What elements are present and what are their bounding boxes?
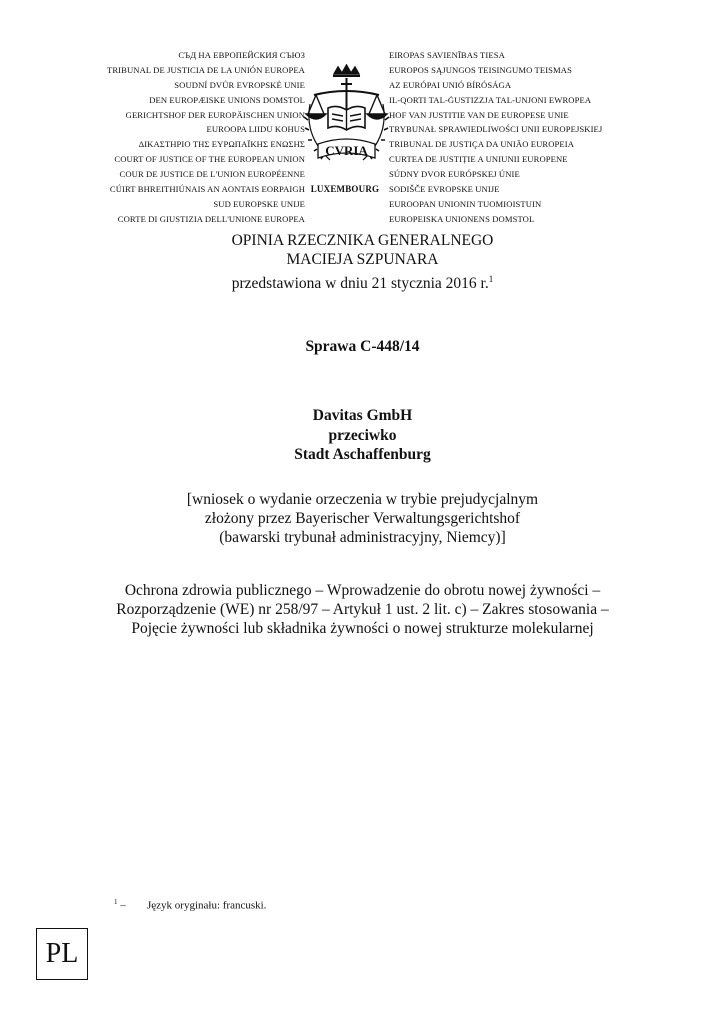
court-name: TRIBUNAL DE JUSTICIA DE LA UNIÓN EUROPEA: [107, 64, 305, 75]
language-code: PL: [45, 938, 79, 969]
applicant: Davitas GmbH: [312, 407, 413, 424]
court-name: ΔΙΚΑΣΤΗΡΙΟ ΤΗΣ ΕΥΡΩΠΑΪΚΗΣ ΕΝΩΣΗΣ: [138, 139, 305, 150]
court-name: AZ EURÓPAI UNIÓ BÍRÓSÁGA: [389, 79, 512, 90]
court-name: CÚIRT BHREITHIÚNAIS AN AONTAIS EORPAIGH: [109, 184, 305, 195]
emblem-text: CVRIA: [325, 143, 368, 158]
footnote-text: Język oryginału: francuski.: [147, 899, 267, 912]
court-name: EUROPOS SĄJUNGOS TEISINGUMO TEISMAS: [389, 64, 572, 75]
footnote-marker: [114, 898, 147, 912]
parties: [0, 406, 725, 465]
case-number-text: Sprawa C-448/14: [305, 338, 420, 355]
keywords-line: Rozporządzenie (WE) nr 258/97 – Artykuł 1 ust. 2 lit. c) – Zakres stosowania –: [116, 600, 609, 618]
court-name: EUROOPA LIIDU KOHUS: [206, 124, 305, 135]
court-name: CURTEA DE JUSTIȚIE A UNIUNII EUROPENE: [389, 154, 568, 165]
opinion-title: [0, 232, 725, 294]
court-name: SUD EUROPSKE UNIJE: [213, 198, 305, 209]
keywords-line: Ochrona zdrowia publicznego – Wprowadzenie do obrotu nowej żywności –: [124, 582, 601, 599]
court-name: CORTE DI GIUSTIZIA DELL'UNIONE EUROPEA: [117, 213, 305, 224]
keywords: [0, 582, 725, 638]
title-date-line: [0, 270, 725, 294]
court-name: COURT OF JUSTICE OF THE EUROPEAN UNION: [114, 154, 305, 165]
defendant: Stadt Aschaffenburg: [294, 446, 431, 463]
court-name: EUROOPAN UNIONIN TUOMIOISTUIN: [389, 198, 542, 209]
footnote-number: 1: [114, 898, 118, 906]
footnote-dash: –: [117, 899, 126, 912]
court-name: SODIŠČE EVROPSKE UNIJE: [389, 184, 500, 195]
court-name: TRYBUNAŁ SPRAWIEDLIWOŚCI UNII EUROPEJSKIEJ: [389, 124, 603, 135]
footnote: [114, 898, 266, 912]
title-line: OPINIA RZECZNIKA GENERALNEGO: [231, 232, 494, 249]
preliminary-ruling-request: [0, 491, 725, 547]
court-city: LUXEMBOURG: [310, 184, 380, 194]
title-line: MACIEJA SZPUNARA: [286, 250, 439, 268]
court-name: EUROPEISKA UNIONENS DOMSTOL: [389, 213, 535, 224]
court-names-left: [70, 48, 305, 227]
language-code-box: [36, 928, 88, 980]
request-line: (bawarski trybunał administracyjny, Niemcy)]: [219, 528, 506, 546]
court-name: SÚDNY DVOR EURÓPSKEJ ÚNIE: [389, 169, 520, 180]
request-line: [wniosek o wydanie orzeczenia w trybie prejudycjalnym: [186, 491, 539, 508]
case-number: [0, 338, 725, 357]
curia-emblem-icon: [300, 64, 393, 180]
footnote-reference[interactable]: 1: [488, 273, 494, 284]
court-name: EIROPAS SAVIENĪBAS TIESA: [389, 50, 505, 60]
title-date: przedstawiona w dniu 21 stycznia 2016 r.: [231, 274, 489, 292]
court-name: HOF VAN JUSTITIE VAN DE EUROPESE UNIE: [389, 109, 569, 120]
keywords-line: Pojęcie żywności lub składnika żywności o nowej strukturze molekularnej: [131, 619, 594, 637]
court-name: TRIBUNAL DE JUSTIÇA DA UNIÃO EUROPEIA: [389, 139, 575, 150]
court-name: COUR DE JUSTICE DE L'UNION EUROPÉENNE: [119, 169, 305, 180]
court-name: GERICHTSHOF DER EUROPÄISCHEN UNION: [125, 109, 305, 120]
court-name: SOUDNÍ DVŮR EVROPSKÉ UNIE: [174, 79, 305, 90]
court-name: DEN EUROPÆISKE UNIONS DOMSTOL: [149, 94, 305, 105]
request-line: złożony przez Bayerischer Verwaltungsgerichtshof: [204, 509, 521, 527]
court-names-right: [389, 48, 649, 227]
court-name: СЪД НА ЕВРОПЕЙСКИЯ СЪЮЗ: [178, 50, 305, 60]
court-name: IL-QORTI TAL-ĠUSTIZZJA TAL-UNJONI EWROPEA: [389, 94, 592, 105]
versus: przeciwko: [328, 426, 397, 444]
